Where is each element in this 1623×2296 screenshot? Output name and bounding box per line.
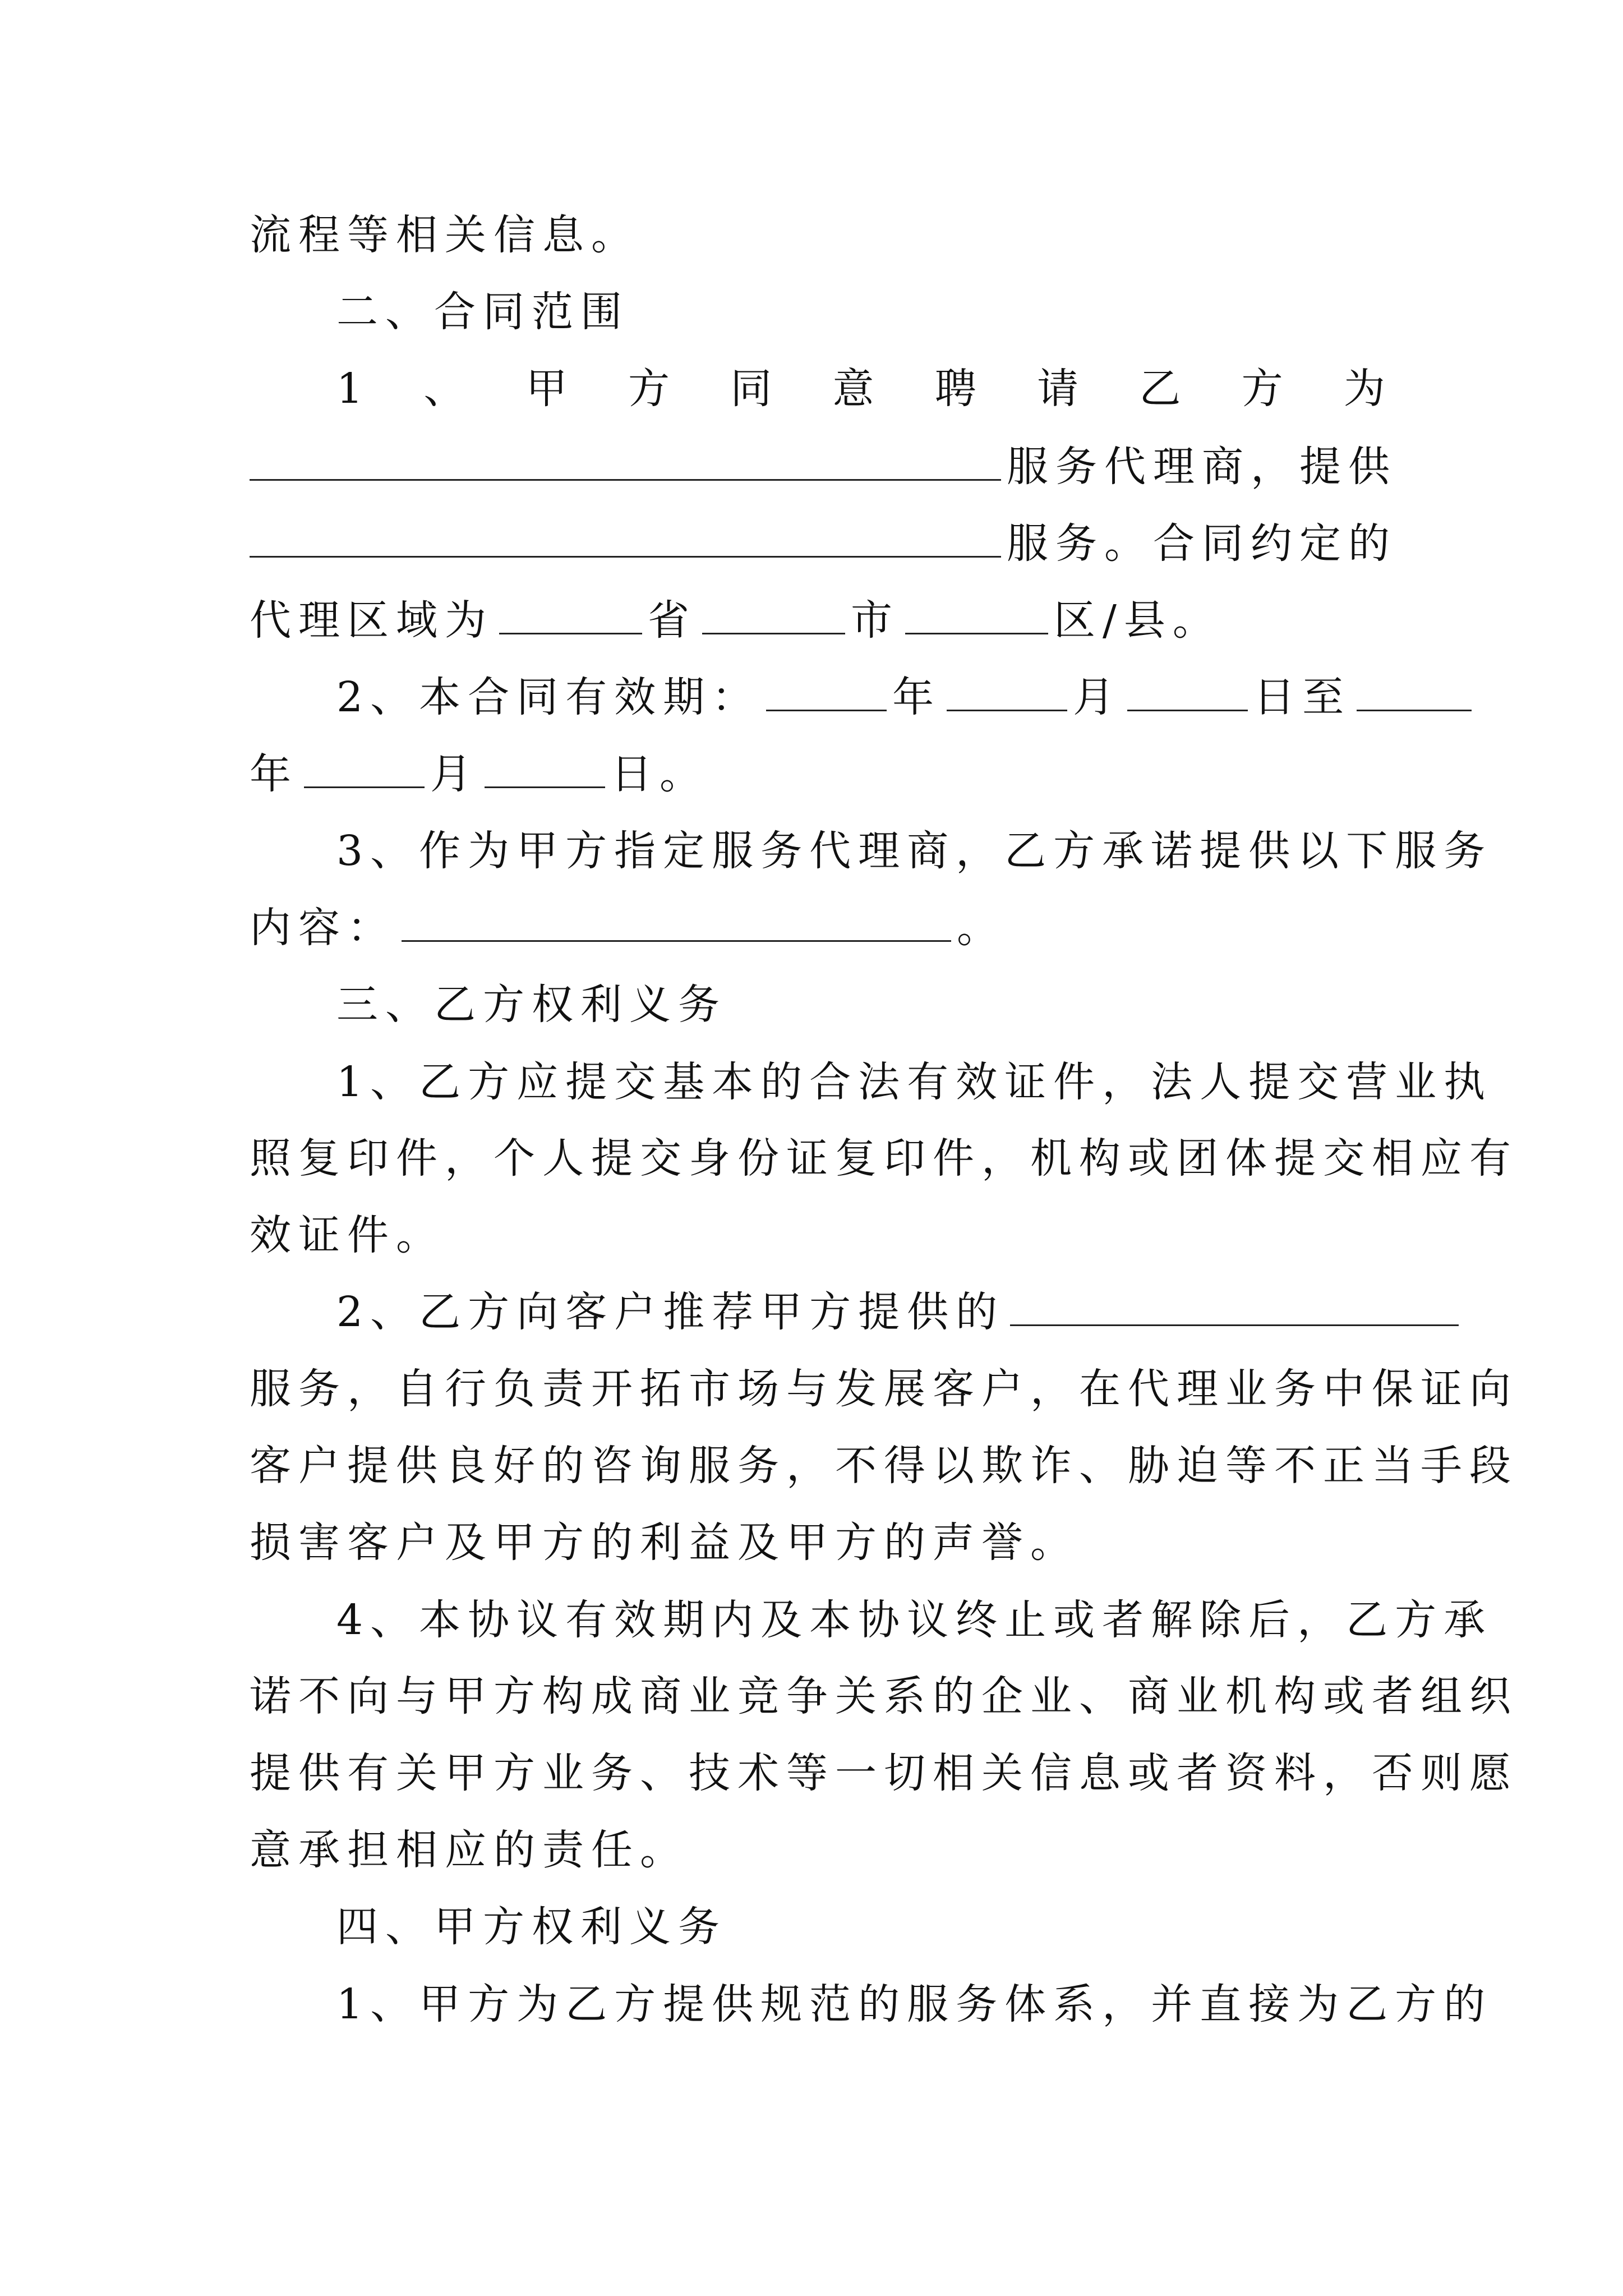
clause-3-2-line-2: 服务，自行负责开拓市场与发展客户，在代理业务中保证向: [250, 1365, 1518, 1413]
clause-2-3-line-1: 3、作为甲方指定服务代理商，乙方承诺提供以下服务: [336, 827, 1493, 875]
clause-3-4-line-4: 意承担相应的责任。: [250, 1826, 689, 1874]
clause-3-1-line-3: 效证件。: [250, 1211, 445, 1259]
blank-service[interactable]: [250, 521, 1001, 558]
blank-agent-type[interactable]: [250, 444, 1001, 481]
blank-service-content[interactable]: [402, 905, 951, 942]
clause-2-2-line-1: 2、本合同有效期： 年 月 日至: [336, 668, 1385, 726]
paragraph-continued: 流程等相关信息。: [250, 211, 640, 259]
clause-3-4-line-2: 诺不向与甲方构成商业竞争关系的企业、商业机构或者组织: [250, 1672, 1518, 1720]
clause-2-1-line-1: 1 、 甲 方 同 意 聘 请 乙 方 为: [336, 365, 1385, 413]
blank-end-year[interactable]: [1357, 675, 1472, 711]
clause-3-2-line-4: 损害客户及甲方的利益及甲方的声誉。: [250, 1519, 1079, 1567]
clause-3-1-line-2: 照复印件，个人提交身份证复印件，机构或团体提交相应有: [250, 1134, 1518, 1182]
blank-district[interactable]: [905, 598, 1048, 634]
clause-4-1-line-1: 1、甲方为乙方提供规范的服务体系，并直接为乙方的: [336, 1980, 1493, 2028]
blank-end-month[interactable]: [304, 752, 425, 788]
clause-2-3-line-2: 内容： 。: [250, 904, 1006, 952]
blank-city[interactable]: [702, 598, 845, 634]
section-heading-party-a: 四、甲方权利义务: [336, 1903, 727, 1951]
clause-2-1-line-3: 服务。合同约定的: [250, 514, 1385, 573]
blank-start-month[interactable]: [947, 675, 1067, 711]
clause-3-2-line-3: 客户提供良好的咨询服务，不得以欺诈、胁迫等不正当手段: [250, 1442, 1518, 1490]
clause-2-1-line-2: 服务代理商，提供: [250, 438, 1385, 496]
blank-province[interactable]: [499, 598, 642, 634]
blank-end-day[interactable]: [485, 752, 605, 788]
clause-3-4-line-1: 4、本协议有效期内及本协议终止或者解除后，乙方承: [336, 1596, 1493, 1644]
clause-3-2-line-1: 2、乙方向客户推荐甲方提供的: [336, 1283, 1385, 1341]
section-heading-party-b: 三、乙方权利义务: [336, 981, 727, 1029]
section-heading-scope: 二、合同范围: [336, 288, 629, 336]
clause-3-4-line-3: 提供有关甲方业务、技术等一切相关信息或者资料，否则愿: [250, 1749, 1518, 1797]
blank-recommended-service[interactable]: [1010, 1290, 1459, 1326]
clause-2-1-line-4: 代理区域为 省 市 区/县。: [250, 596, 1221, 645]
blank-start-year[interactable]: [766, 675, 887, 711]
clause-3-1-line-1: 1、乙方应提交基本的合法有效证件，法人提交营业执: [336, 1058, 1493, 1106]
clause-2-2-line-2: 年 月 日。: [250, 750, 708, 798]
blank-start-day[interactable]: [1127, 675, 1248, 711]
